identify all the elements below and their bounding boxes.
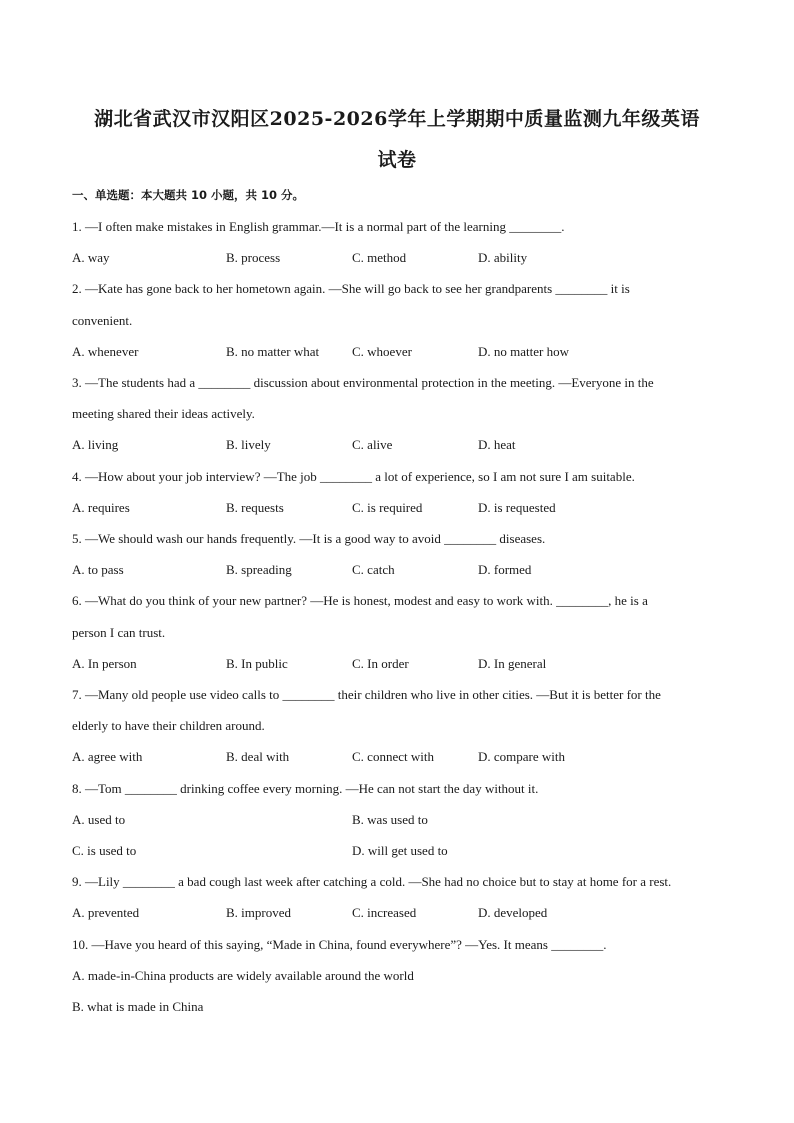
q4-option-c: C. is required [352, 500, 423, 515]
q3-option-d: D. heat [478, 437, 516, 452]
exam-title-line-1: 湖北省武汉市汉阳区2025-2026学年上学期期中质量监测九年级英语 [94, 108, 700, 130]
q4-option-b: B. requests [226, 500, 284, 515]
q2-option-a: A. whenever [72, 344, 139, 359]
q9-option-c: C. increased [352, 905, 417, 920]
exam-title-line-2: 试卷 [377, 149, 417, 171]
q1-option-d: D. ability [478, 250, 528, 265]
q8-option-b: B. was used to [352, 812, 428, 827]
q5-option-a: A. to pass [72, 562, 124, 577]
q4-option-d: D. is requested [478, 500, 556, 515]
q3-option-a: A. living [72, 437, 119, 452]
question-7-text-cont: elderly to have their children around. [72, 718, 265, 733]
q3-option-c: C. alive [352, 437, 393, 452]
q8-option-d: D. will get used to [352, 843, 448, 858]
q4-option-a: A. requires [72, 500, 130, 515]
q1-option-c: C. method [352, 250, 407, 265]
question-2-text: 2. —Kate has gone back to her hometown again. —She will go back to see her grandparents ________ it is [72, 281, 630, 296]
q2-option-b: B. no matter what [226, 344, 320, 359]
q9-option-d: D. developed [478, 905, 548, 920]
question-10-text: 10. —Have you heard of this saying, “Made in China, found everywhere”? —Yes. It means ________. [72, 937, 607, 952]
question-6-text-cont: person I can trust. [72, 625, 166, 640]
section-heading: 一、单选题：本大题共 10 小题，共 10 分。 [72, 188, 305, 202]
q8-option-c: C. is used to [72, 843, 137, 858]
q1-option-a: A. way [72, 250, 110, 265]
q8-option-a: A. used to [72, 812, 126, 827]
q10-option-b: B. what is made in China [72, 999, 204, 1014]
q2-option-c: C. whoever [352, 344, 412, 359]
question-4-text: 4. —How about your job interview? —The job ________ a lot of experience, so I am not sure I am suitable. [72, 469, 635, 484]
question-6-text: 6. —What do you think of your new partner? —He is honest, modest and easy to work with. ________, he is a [72, 593, 648, 608]
q6-option-d: D. In general [478, 656, 547, 671]
q6-option-a: A. In person [72, 656, 137, 671]
question-8-text: 8. —Tom ________ drinking coffee every morning. —He can not start the day without it. [72, 781, 539, 796]
q10-option-a: A. made-in-China products are widely available around the world [72, 968, 414, 983]
q2-option-d: D. no matter how [478, 344, 569, 359]
q1-option-b: B. process [226, 250, 281, 265]
q7-option-c: C. connect with [352, 749, 434, 764]
q5-option-d: D. formed [478, 562, 532, 577]
q9-option-a: A. prevented [72, 905, 140, 920]
q5-option-c: C. catch [352, 562, 395, 577]
question-7-text: 7. —Many old people use video calls to ________ their children who live in other cities. —But it is better for the [72, 687, 661, 702]
q3-option-b: B. lively [226, 437, 271, 452]
question-5-text: 5. —We should wash our hands frequently. —It is a good way to avoid ________ diseases. [72, 531, 546, 546]
question-1-text: 1. —I often make mistakes in English grammar.—It is a normal part of the learning ________. [72, 219, 565, 234]
question-9-text: 9. —Lily ________ a bad cough last week after catching a cold. —She had no choice but to stay at home for a rest. [72, 874, 672, 889]
q7-option-d: D. compare with [478, 749, 566, 764]
question-3-text-cont: meeting shared their ideas actively. [72, 406, 255, 421]
q6-option-c: C. In order [352, 656, 409, 671]
q5-option-b: B. spreading [226, 562, 292, 577]
q7-option-a: A. agree with [72, 749, 143, 764]
q6-option-b: B. In public [226, 656, 288, 671]
q9-option-b: B. improved [226, 905, 291, 920]
q7-option-b: B. deal with [226, 749, 290, 764]
question-2-text-cont: convenient. [72, 313, 133, 328]
question-3-text: 3. —The students had a ________ discussion about environmental protection in the meeting. —Everyone in the [72, 375, 654, 390]
